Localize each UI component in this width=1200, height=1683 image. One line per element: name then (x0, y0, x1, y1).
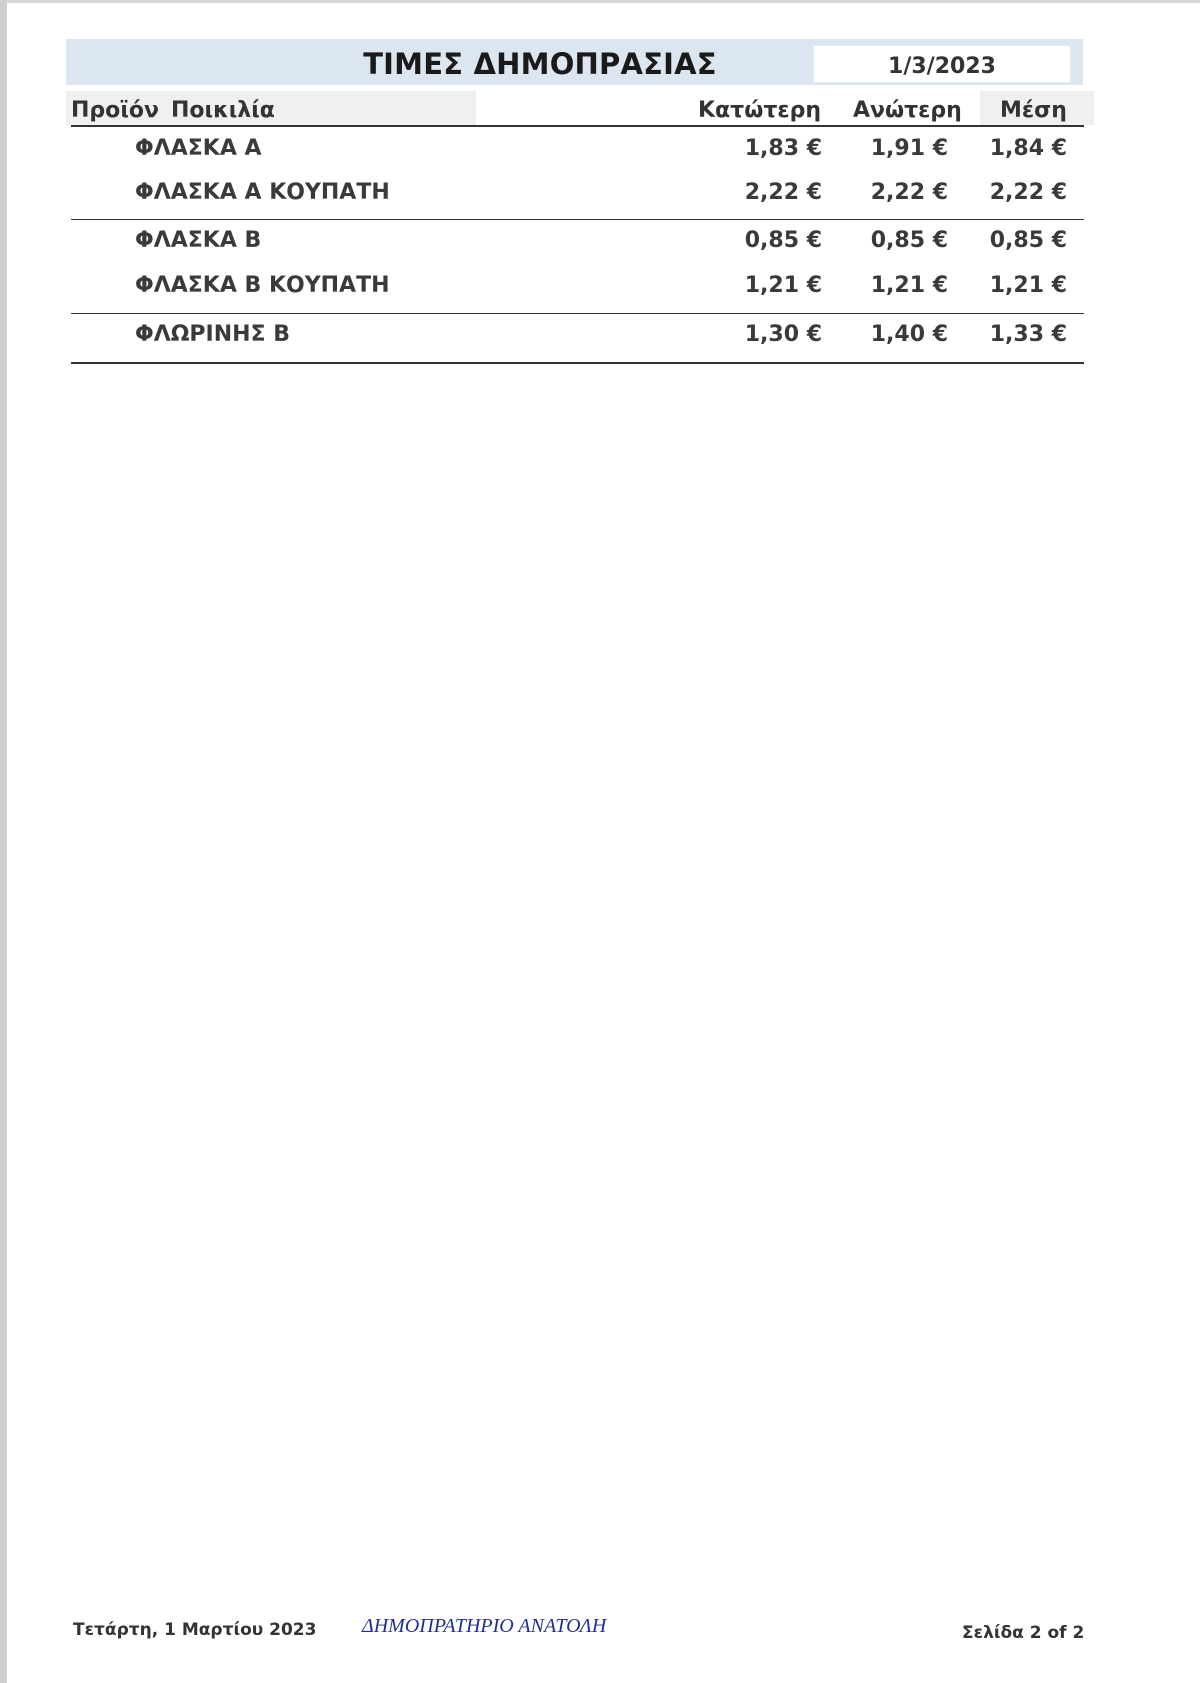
row-avg-price: 1,33 € (989, 322, 1067, 347)
row-low-price: 2,22 € (744, 180, 822, 205)
row-low-price: 0,85 € (744, 228, 822, 253)
footer-date: Τετάρτη, 1 Μαρτίου 2023 (73, 1620, 317, 1640)
row-avg-price: 2,22 € (989, 180, 1067, 205)
column-header-high: Ανώτερη (853, 98, 962, 123)
report-date: 1/3/2023 (888, 54, 996, 79)
row-avg-price: 1,21 € (989, 273, 1067, 298)
column-header-low: Κατώτερη (698, 98, 822, 123)
row-name: ΦΛΑΣΚΑ Α (135, 136, 262, 161)
column-header-variety: Ποικιλία (171, 98, 275, 123)
row-avg-price: 0,85 € (989, 228, 1067, 253)
row-high-price: 1,40 € (870, 322, 948, 347)
group-divider (71, 219, 1084, 220)
row-high-price: 0,85 € (870, 228, 948, 253)
window-left-border (0, 0, 7, 1683)
row-high-price: 1,21 € (870, 273, 948, 298)
row-avg-price: 1,84 € (989, 136, 1067, 161)
report-page (7, 3, 1200, 1683)
row-name: ΦΛΑΣΚΑ Α ΚΟΥΠΑΤΗ (135, 180, 390, 205)
row-low-price: 1,30 € (744, 322, 822, 347)
group-divider (71, 313, 1084, 314)
header-rule (71, 125, 1084, 127)
row-name: ΦΛΑΣΚΑ Β ΚΟΥΠΑΤΗ (135, 273, 390, 298)
row-low-price: 1,83 € (744, 136, 822, 161)
footer-company: ΔΗΜΟΠΡΑΤΗΡΙΟ ΑΝΑΤΟΛΗ (362, 1615, 607, 1637)
table-bottom-rule (71, 362, 1084, 364)
column-header-avg: Μέση (1000, 98, 1067, 123)
row-high-price: 2,22 € (870, 180, 948, 205)
row-name: ΦΛΩΡΙΝΗΣ Β (135, 322, 291, 347)
row-high-price: 1,91 € (870, 136, 948, 161)
row-low-price: 1,21 € (744, 273, 822, 298)
row-name: ΦΛΑΣΚΑ Β (135, 228, 262, 253)
footer-page-number: Σελίδα 2 of 2 (962, 1623, 1085, 1643)
report-title: ΤΙΜΕΣ ΔΗΜΟΠΡΑΣΙΑΣ (363, 47, 717, 81)
column-header-product: Προϊόν (71, 98, 159, 123)
